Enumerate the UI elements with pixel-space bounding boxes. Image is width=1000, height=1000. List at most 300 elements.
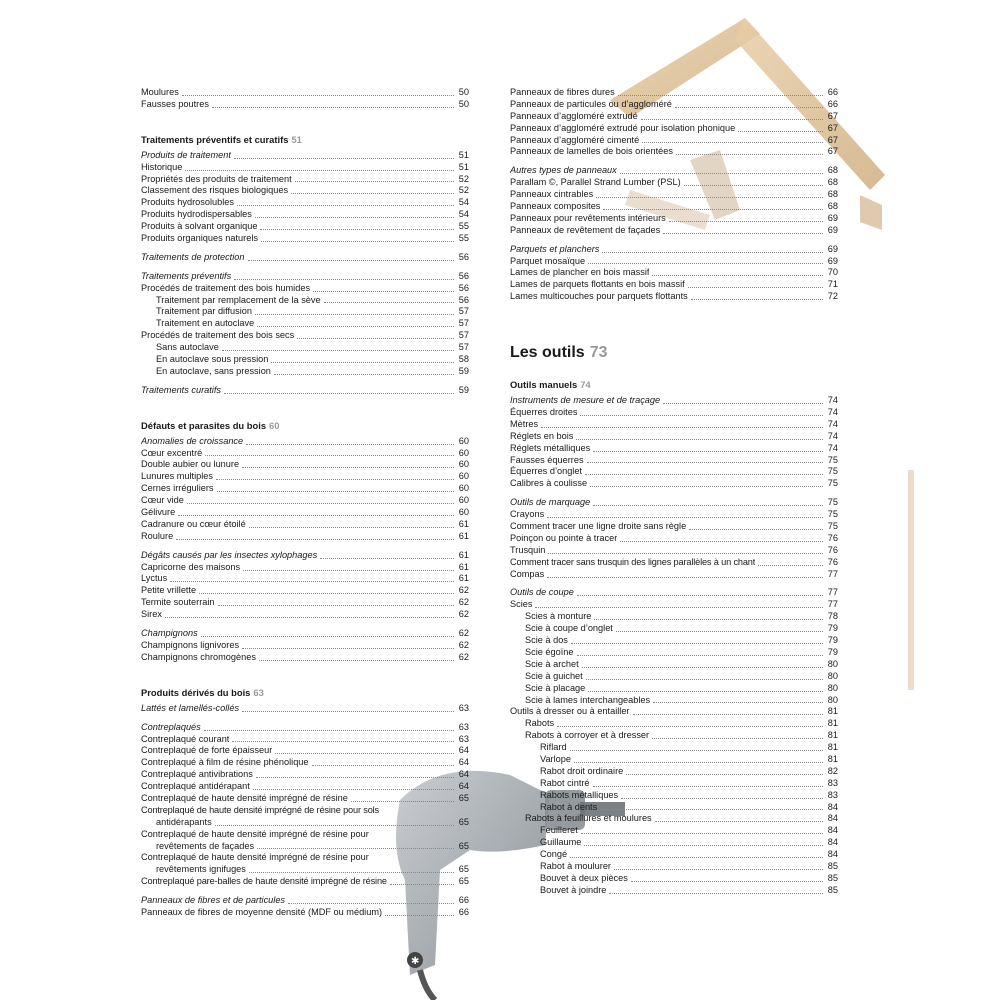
dot-leader	[260, 229, 454, 230]
toc-entry-page-number: 76	[827, 556, 838, 567]
toc-entry-poincon-ou-pointe-a-tracer	[510, 533, 838, 545]
dot-leader	[242, 711, 454, 712]
dot-leader	[574, 762, 823, 763]
toc-entry-page-number: 62	[458, 628, 469, 639]
toc-entry-page-number: 68	[827, 189, 838, 200]
toc-entry-rabots-a-corroyer-et-a-dresser	[510, 730, 838, 742]
toc-entry-outils-de-coupe	[510, 588, 838, 600]
dot-leader	[255, 314, 454, 315]
toc-entry-page-number: 78	[827, 611, 838, 622]
dot-leader	[324, 302, 454, 303]
toc-entry-page-number: 62	[458, 639, 469, 650]
toc-entry-sans-autoclave	[141, 342, 469, 354]
toc-entry-parquets-et-planchers	[510, 244, 838, 256]
dot-leader	[274, 374, 454, 375]
toc-entry-page-number: 63	[458, 733, 469, 744]
heading-title: Outils manuels	[510, 379, 578, 391]
dot-leader	[586, 679, 823, 680]
toc-entry-label: Lattés et lamellés-collés	[141, 702, 240, 713]
dot-leader	[242, 648, 454, 649]
toc-entry-label: Mètres	[510, 418, 539, 429]
toc-entry-label: Cœur excentré	[141, 447, 203, 458]
toc-entry-label: Contreplaqué à film de résine phénolique	[141, 757, 309, 768]
toc-entry-label: Panneaux cintrables	[510, 189, 594, 200]
toc-entry-label: Contreplaqué pare-balles de haute densité imprégné de résine	[141, 876, 387, 887]
toc-entry-label: Roulure	[141, 530, 174, 541]
toc-entry-page-number: 69	[827, 224, 838, 235]
toc-entry-page-number: 81	[827, 730, 838, 741]
toc-entry-scie-a-dos	[510, 635, 838, 647]
toc-entry-parallam-parallel-strand-lumber-psl	[510, 177, 838, 189]
dot-leader	[642, 142, 823, 143]
toc-entry-label: Scie à coupe d’onglet	[525, 623, 613, 634]
toc-entry-produits-hydrodispersables	[141, 209, 469, 221]
toc-entry-label: Rabots à feuillures et moulures	[525, 813, 652, 824]
toc-entry-label: Calibres à coulisse	[510, 478, 588, 489]
dot-leader	[216, 479, 454, 480]
toc-entry-label: Bouvet à joindre	[540, 884, 607, 895]
toc-entry-page-number: 63	[458, 702, 469, 713]
toc-entry-label: Congé	[540, 849, 568, 860]
toc-entry-scie-a-archet	[510, 659, 838, 671]
dot-leader	[577, 655, 823, 656]
toc-entry-panneaux-de-fibres-dures	[510, 87, 838, 99]
toc-entry-page-number: 57	[458, 306, 469, 317]
toc-entry-double-aubier-ou-lunure	[141, 459, 469, 471]
toc-entry-label: Panneaux pour revêtements intérieurs	[510, 212, 666, 223]
toc-entry-page-number: 77	[827, 568, 838, 579]
svg-text:✱: ✱	[411, 956, 420, 967]
toc-entry-petite-vrillette	[141, 585, 469, 597]
toc-entry-page-number: 65	[458, 840, 469, 851]
spacer	[141, 621, 469, 628]
toc-entry-label: Produits hydrodispersables	[141, 209, 252, 220]
toc-entry-label: Parallam ©, Parallel Strand Lumber (PSL)	[510, 177, 681, 188]
toc-entry-page-number: 85	[827, 860, 838, 871]
toc-entry-varlope	[510, 754, 838, 766]
toc-entry-page-number: 57	[458, 318, 469, 329]
toc-entry-panneaux-d-agglomere-extrude-pour-isolat	[510, 123, 838, 135]
toc-entry-revetements-de-facades	[141, 841, 469, 853]
toc-entry-page-number: 81	[827, 753, 838, 764]
toc-entry-page-number: 69	[827, 255, 838, 266]
dot-leader	[603, 209, 823, 210]
dot-leader	[580, 415, 823, 416]
toc-entry-rabot-cintre	[510, 778, 838, 790]
dot-leader	[675, 107, 823, 108]
toc-entry-page-number: 74	[827, 395, 838, 406]
dot-leader	[288, 903, 454, 904]
toc-entry-label: Petite vrillette	[141, 585, 197, 596]
toc-entry-label: Réglets en bois	[510, 430, 574, 441]
toc-entry-conge	[510, 849, 838, 861]
toc-entry-label: Contreplaqué de haute densité imprégné de résine pour	[141, 852, 369, 863]
toc-entry-label: Équerres droites	[510, 407, 578, 418]
heading-title: Traitements préventifs et curatifs	[141, 133, 289, 145]
toc-entry-en-autoclave-sans-pression	[141, 366, 469, 378]
toc-entry-page-number: 62	[458, 597, 469, 608]
dot-leader	[242, 467, 454, 468]
dot-leader	[618, 95, 823, 96]
toc-entry-label: Panneaux de particules ou d’aggloméré	[510, 98, 672, 109]
toc-entry-page-number: 68	[827, 177, 838, 188]
toc-entry-page-number: 84	[827, 825, 838, 836]
toc-entry-procedes-de-traitement-des-bois-humides	[141, 283, 469, 295]
toc-entry-label: Produits hydrosolubles	[141, 197, 234, 208]
toc-entry-page-number: 85	[827, 872, 838, 883]
dot-leader	[199, 593, 454, 594]
dot-leader	[590, 486, 823, 487]
toc-entry-historique	[141, 162, 469, 174]
toc-entry-panneaux-de-particules-ou-d-agglomere	[510, 99, 838, 111]
toc-entry-page-number: 56	[458, 270, 469, 281]
toc-entry-lunures-multiples	[141, 471, 469, 483]
toc-entry-produits-hydrosolubles	[141, 197, 469, 209]
toc-entry-label: Bouvet à deux pièces	[540, 872, 628, 883]
dot-leader	[257, 848, 454, 849]
toc-entry-page-number: 84	[827, 801, 838, 812]
toc-entry-label: Contreplaqué de forte épaisseur	[141, 745, 273, 756]
toc-entry-page-number: 61	[458, 530, 469, 541]
toc-entry-scies	[510, 599, 838, 611]
toc-entry-label: Scies	[510, 599, 533, 610]
toc-entry-scie-egoine	[510, 647, 838, 659]
toc-entry-page-number: 60	[458, 471, 469, 482]
toc-entry-champignons	[141, 628, 469, 640]
toc-entry-panneaux-de-fibres-et-de-particules	[141, 895, 469, 907]
toc-entry-label: En autoclave sous pression	[156, 354, 269, 365]
toc-entry-page-number: 75	[827, 478, 838, 489]
dot-leader	[581, 833, 823, 834]
dot-leader	[535, 607, 823, 608]
dot-leader	[688, 287, 823, 288]
heading-page-number: 51	[291, 133, 302, 145]
dot-leader	[243, 570, 454, 571]
toc-entry-label: Trusquin	[510, 544, 546, 555]
dot-leader	[170, 581, 454, 582]
dot-leader	[253, 789, 454, 790]
toc-entry-page-number: 64	[458, 781, 469, 792]
toc-entry-label: Rabots	[525, 718, 555, 729]
toc-entry-page-number: 52	[458, 173, 469, 184]
toc-entry-page-number: 62	[458, 585, 469, 596]
toc-entry-lattes-et-lamelles-colles	[141, 703, 469, 715]
section-heading-defauts-et-parasites-du-bois	[141, 420, 469, 432]
toc-entry-label: Rabot à dents	[540, 801, 598, 812]
toc-entry-label: Équerres d’onglet	[510, 466, 583, 477]
toc-entry-page-number: 55	[458, 221, 469, 232]
toc-entry-rabots-a-feuillures-et-moulures	[510, 813, 838, 825]
toc-entry-page-number: 60	[458, 435, 469, 446]
heading-page-number: 60	[269, 419, 280, 431]
toc-entry-page-number: 81	[827, 706, 838, 717]
toc-entry-label: Procédés de traitement des bois humides	[141, 282, 311, 293]
dot-leader	[576, 439, 823, 440]
dot-leader	[218, 605, 454, 606]
toc-entry-page-number: 61	[458, 549, 469, 560]
toc-entry-label: Traitements curatifs	[141, 384, 221, 395]
toc-entry-sirex	[141, 609, 469, 621]
dot-leader	[633, 714, 824, 715]
dot-leader	[626, 774, 823, 775]
toc-entry-label: Cadranure ou cœur étoilé	[141, 518, 246, 529]
toc-entry-contreplaque-pare-balles-de-haute-densit	[141, 876, 469, 888]
dot-leader	[237, 205, 454, 206]
toc-entry-metres	[510, 419, 838, 431]
heading-title: Défauts et parasites du bois	[141, 419, 267, 431]
dot-leader	[205, 455, 454, 456]
toc-entry-page-number: 50	[458, 86, 469, 97]
toc-entry-page-number: 65	[458, 864, 469, 875]
toc-left-column	[141, 87, 469, 919]
toc-entry-label: Panneaux composites	[510, 201, 601, 211]
dot-leader	[585, 474, 823, 475]
toc-entry-page-number: 68	[827, 165, 838, 176]
toc-entry-label: Panneaux d’aggloméré extrudé	[510, 110, 638, 121]
toc-entry-label: Cernes irréguliers	[141, 483, 214, 494]
dot-leader	[212, 107, 454, 108]
toc-entry-page-number: 57	[458, 330, 469, 341]
toc-entry-contreplaque-de-haute-densite-impregne-d	[141, 805, 469, 817]
toc-entry-page-number: 74	[827, 442, 838, 453]
dot-leader	[185, 170, 454, 171]
dot-leader	[547, 577, 823, 578]
toc-entry-page-number: 69	[827, 212, 838, 223]
dot-leader	[593, 451, 823, 452]
toc-entry-contreplaque-courant	[141, 734, 469, 746]
dot-leader	[232, 741, 454, 742]
toc-entry-traitement-par-diffusion	[141, 306, 469, 318]
spacer	[510, 490, 838, 497]
dot-leader	[320, 558, 454, 559]
toc-entry-label: Classement des risques biologiques	[141, 185, 289, 196]
dot-leader	[641, 119, 823, 120]
toc-entry-label: Outils à dresser ou à entailler	[510, 706, 630, 717]
toc-entry-antiderapants	[141, 817, 469, 829]
toc-entry-label: Outils de marquage	[510, 497, 591, 508]
toc-entry-label: Moulures	[141, 86, 179, 97]
toc-entry-panneaux-de-revetement-de-facades	[510, 225, 838, 237]
toc-entry-page-number: 56	[458, 251, 469, 262]
toc-entry-label: Rabots métalliques	[540, 789, 619, 800]
toc-entry-page-number: 61	[458, 561, 469, 572]
toc-entry-label: Lames de plancher en bois massif	[510, 267, 650, 278]
dot-leader	[570, 750, 823, 751]
toc-entry-page-number: 65	[458, 792, 469, 803]
toc-entry-page-number: 60	[458, 483, 469, 494]
toc-entry-label: Autres types de panneaux	[510, 165, 617, 176]
toc-entry-comment-tracer-une-ligne-droite-sans-reg	[510, 521, 838, 533]
toc-entry-page-number: 77	[827, 599, 838, 610]
toc-entry-label: Crayons	[510, 509, 545, 520]
toc-entry-label: Procédés de traitement des bois secs	[141, 330, 295, 341]
toc-entry-label: Panneaux d’aggloméré extrudé pour isolation phonique	[510, 122, 736, 133]
toc-entry-page-number: 60	[458, 447, 469, 458]
dot-leader	[257, 326, 454, 327]
spacer	[141, 264, 469, 271]
toc-entry-label: Varlope	[540, 753, 571, 764]
spacer	[141, 111, 469, 134]
toc-entry-lyctus	[141, 574, 469, 586]
toc-entry-gelivure	[141, 507, 469, 519]
dot-leader	[655, 821, 823, 822]
toc-entry-cernes-irreguliers	[141, 483, 469, 495]
toc-entry-label: Traitement par diffusion	[156, 306, 253, 317]
toc-entry-page-number: 65	[458, 816, 469, 827]
toc-entry-page-number: 71	[827, 279, 838, 290]
dot-leader	[587, 462, 823, 463]
toc-entry-label: Historique	[141, 161, 183, 172]
toc-entry-instruments-de-mesure-et-de-tracage	[510, 395, 838, 407]
dot-leader	[291, 193, 454, 194]
toc-entry-page-number: 68	[827, 201, 838, 211]
dot-leader	[593, 786, 823, 787]
toc-entry-page-number: 64	[458, 757, 469, 768]
dot-leader	[669, 221, 823, 222]
dot-leader	[178, 515, 454, 516]
toc-entry-page-number: 64	[458, 769, 469, 780]
dot-leader	[547, 517, 823, 518]
toc-entry-page-number: 85	[827, 884, 838, 895]
dot-leader	[204, 730, 454, 731]
toc-entry-revetements-ignifuges	[141, 864, 469, 876]
dot-leader	[600, 809, 823, 810]
dot-leader	[249, 872, 454, 873]
toc-entry-scie-a-lames-interchangeables	[510, 695, 838, 707]
toc-entry-produits-organiques-naturels	[141, 233, 469, 245]
toc-entry-contreplaque-de-haute-densite-impregne-d	[141, 852, 469, 864]
toc-entry-reglets-metalliques	[510, 443, 838, 455]
toc-entry-page-number: 80	[827, 694, 838, 705]
dot-leader	[663, 403, 823, 404]
toc-entry-label: Scie à archet	[525, 658, 579, 669]
toc-entry-page-number: 74	[827, 430, 838, 441]
toc-entry-label: Traitement en autoclave	[156, 318, 255, 329]
toc-entry-page-number: 79	[827, 635, 838, 646]
toc-entry-termite-souterrain	[141, 597, 469, 609]
toc-entry-page-number: 66	[827, 86, 838, 97]
toc-entry-page-number: 59	[458, 384, 469, 395]
toc-entry-label: Panneaux de fibres dures	[510, 86, 615, 97]
toc-entry-page-number: 79	[827, 623, 838, 634]
toc-entry-page-number: 52	[458, 185, 469, 196]
toc-entry-page-number: 84	[827, 837, 838, 848]
toc-entry-traitements-de-protection	[141, 252, 469, 264]
toc-entry-page-number: 75	[827, 466, 838, 477]
toc-entry-panneaux-de-lamelles-de-bois-orientees	[510, 146, 838, 158]
wood-edge-strip-icon	[900, 470, 920, 690]
toc-entry-page-number: 62	[458, 651, 469, 662]
dot-leader	[222, 350, 454, 351]
toc-entry-label: Fausses poutres	[141, 98, 209, 109]
toc-entry-moulures	[141, 87, 469, 99]
toc-entry-rabot-a-moulurer	[510, 861, 838, 873]
dot-leader	[295, 181, 454, 182]
toc-entry-label: Panneaux de lamelles de bois orientées	[510, 146, 673, 157]
toc-entry-label: Scie à guichet	[525, 670, 583, 681]
dot-leader	[758, 565, 823, 566]
toc-entry-label: Capricorne des maisons	[141, 561, 241, 572]
toc-entry-label: Lyctus	[141, 573, 168, 584]
toc-entry-page-number: 66	[458, 906, 469, 917]
toc-entry-page-number: 70	[827, 267, 838, 278]
toc-entry-label: Dégâts causés par les insectes xylophages	[141, 549, 318, 560]
toc-entry-page-number: 58	[458, 354, 469, 365]
dot-leader	[652, 738, 823, 739]
toc-entry-label: Sans autoclave	[156, 342, 219, 353]
toc-entry-page-number: 67	[827, 110, 838, 121]
dot-leader	[616, 631, 823, 632]
dot-leader	[234, 279, 454, 280]
toc-entry-traitement-en-autoclave	[141, 318, 469, 330]
toc-entry-label: Compas	[510, 568, 545, 579]
toc-entry-page-number: 75	[827, 509, 838, 520]
toc-entry-comment-tracer-sans-trusquin-des-lignes-	[510, 557, 838, 569]
dot-leader	[255, 217, 454, 218]
toc-entry-label: Contreplaqué de haute densité imprégné de résine	[141, 792, 348, 803]
toc-entry-label: Traitement par remplacement de la sève	[156, 294, 321, 305]
toc-entry-page-number: 82	[827, 765, 838, 776]
chapter-heading-les-outils	[510, 341, 838, 365]
dot-leader	[676, 154, 823, 155]
dot-leader	[201, 636, 454, 637]
toc-entry-page-number: 61	[458, 573, 469, 584]
toc-entry-page-number: 83	[827, 777, 838, 788]
toc-entry-label: Traitements de protection	[141, 251, 245, 262]
toc-entry-page-number: 75	[827, 497, 838, 508]
toc-entry-label: Scie égoïne	[525, 646, 574, 657]
toc-entry-label: Contreplaqué antidérapant	[141, 781, 250, 792]
toc-right-column	[510, 87, 838, 897]
dot-leader	[312, 765, 454, 766]
toc-entry-page-number: 56	[458, 282, 469, 293]
heading-title: Produits dérivés du bois	[141, 686, 251, 698]
toc-entry-calibres-a-coulisse	[510, 478, 838, 490]
toc-entry-c-ur-vide	[141, 495, 469, 507]
dot-leader	[593, 505, 823, 506]
toc-entry-page-number: 66	[458, 895, 469, 906]
dot-leader	[588, 263, 823, 264]
dot-leader	[602, 252, 823, 253]
toc-entry-label: Comment tracer une ligne droite sans règle	[510, 521, 687, 532]
toc-entry-label: Comment tracer sans trusquin des lignes parallèles à un chant	[510, 556, 756, 567]
toc-entry-page-number: 72	[827, 291, 838, 302]
dot-leader	[652, 275, 823, 276]
toc-entry-label: antidérapants	[156, 816, 212, 827]
toc-entry-page-number: 75	[827, 521, 838, 532]
dot-leader	[541, 427, 823, 428]
toc-entry-label: Instruments de mesure et de traçage	[510, 395, 661, 406]
dot-leader	[691, 299, 823, 300]
dot-leader	[187, 503, 454, 504]
toc-entry-contreplaque-de-haute-densite-impregne-d	[141, 829, 469, 841]
spacer	[141, 543, 469, 550]
toc-entry-page-number: 83	[827, 789, 838, 800]
toc-entry-autres-types-de-panneaux	[510, 165, 838, 177]
toc-entry-page-number: 50	[458, 98, 469, 109]
toc-entry-label: Panneaux de revêtement de façades	[510, 224, 661, 235]
toc-entry-page-number: 56	[458, 294, 469, 305]
toc-entry-rabot-a-dents	[510, 802, 838, 814]
toc-entry-degats-causes-par-les-insectes-xylophage	[141, 550, 469, 562]
toc-entry-page-number: 59	[458, 365, 469, 376]
toc-entry-page-number: 60	[458, 507, 469, 518]
dot-leader	[582, 667, 823, 668]
toc-entry-label: Lames multicouches pour parquets flottants	[510, 291, 688, 302]
toc-entry-en-autoclave-sous-pression	[141, 354, 469, 366]
dot-leader	[738, 131, 823, 132]
toc-entry-page-number: 79	[827, 646, 838, 657]
